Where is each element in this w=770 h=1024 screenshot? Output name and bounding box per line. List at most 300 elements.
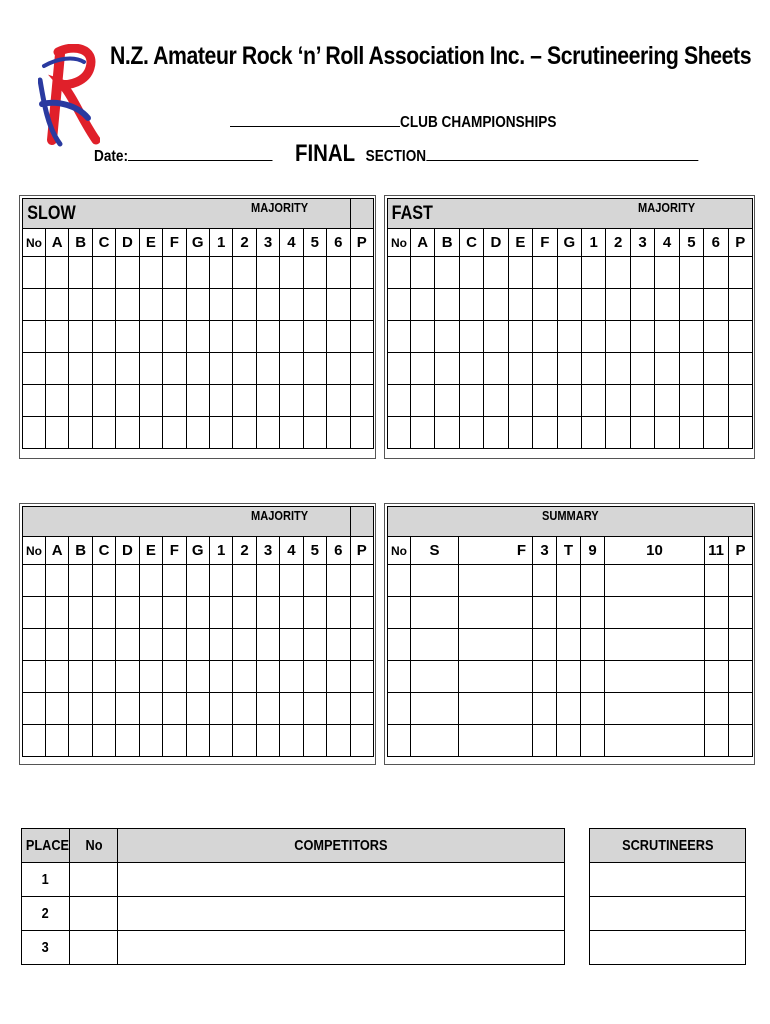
score-cell[interactable] bbox=[139, 565, 162, 597]
score-cell[interactable] bbox=[605, 661, 705, 693]
score-cell[interactable] bbox=[679, 289, 703, 321]
score-cell[interactable] bbox=[704, 257, 728, 289]
no-entry[interactable] bbox=[70, 931, 118, 965]
score-cell[interactable] bbox=[46, 385, 69, 417]
score-cell[interactable] bbox=[46, 629, 69, 661]
score-cell[interactable] bbox=[92, 289, 115, 321]
score-cell[interactable] bbox=[186, 289, 209, 321]
score-cell[interactable] bbox=[388, 565, 411, 597]
score-cell[interactable] bbox=[92, 693, 115, 725]
score-cell[interactable] bbox=[327, 321, 351, 353]
score-cell[interactable] bbox=[233, 417, 256, 449]
score-cell[interactable] bbox=[46, 289, 69, 321]
score-cell[interactable] bbox=[209, 565, 232, 597]
score-cell[interactable] bbox=[582, 385, 606, 417]
score-cell[interactable] bbox=[209, 693, 232, 725]
score-cell[interactable] bbox=[186, 597, 209, 629]
score-cell[interactable] bbox=[679, 257, 703, 289]
score-cell[interactable] bbox=[163, 289, 186, 321]
score-cell[interactable] bbox=[729, 565, 753, 597]
score-cell[interactable] bbox=[303, 725, 326, 757]
score-cell[interactable] bbox=[46, 321, 69, 353]
score-cell[interactable] bbox=[163, 385, 186, 417]
score-cell[interactable] bbox=[484, 417, 508, 449]
score-cell[interactable] bbox=[327, 257, 351, 289]
score-cell[interactable] bbox=[728, 289, 753, 321]
score-cell[interactable] bbox=[557, 417, 581, 449]
score-cell[interactable] bbox=[605, 597, 705, 629]
score-cell[interactable] bbox=[303, 597, 326, 629]
score-cell[interactable] bbox=[729, 597, 753, 629]
score-cell[interactable] bbox=[23, 629, 46, 661]
score-cell[interactable] bbox=[557, 565, 581, 597]
score-cell[interactable] bbox=[388, 353, 411, 385]
score-cell[interactable] bbox=[459, 353, 483, 385]
score-cell[interactable] bbox=[233, 661, 256, 693]
score-cell[interactable] bbox=[327, 565, 351, 597]
score-cell[interactable] bbox=[459, 417, 483, 449]
score-cell[interactable] bbox=[69, 321, 92, 353]
score-cell[interactable] bbox=[209, 417, 232, 449]
score-cell[interactable] bbox=[411, 565, 459, 597]
score-cell[interactable] bbox=[92, 321, 115, 353]
score-cell[interactable] bbox=[116, 321, 139, 353]
score-cell[interactable] bbox=[350, 289, 373, 321]
score-cell[interactable] bbox=[46, 353, 69, 385]
score-cell[interactable] bbox=[350, 321, 373, 353]
score-cell[interactable] bbox=[411, 257, 435, 289]
score-cell[interactable] bbox=[388, 257, 411, 289]
score-cell[interactable] bbox=[350, 693, 373, 725]
score-cell[interactable] bbox=[23, 289, 46, 321]
score-cell[interactable] bbox=[209, 257, 232, 289]
score-cell[interactable] bbox=[280, 693, 303, 725]
score-cell[interactable] bbox=[209, 725, 232, 757]
score-cell[interactable] bbox=[557, 597, 581, 629]
score-cell[interactable] bbox=[46, 661, 69, 693]
score-cell[interactable] bbox=[679, 353, 703, 385]
score-cell[interactable] bbox=[233, 597, 256, 629]
score-cell[interactable] bbox=[280, 565, 303, 597]
score-cell[interactable] bbox=[435, 257, 459, 289]
date-blank[interactable] bbox=[128, 146, 273, 161]
score-cell[interactable] bbox=[163, 661, 186, 693]
score-cell[interactable] bbox=[209, 661, 232, 693]
score-cell[interactable] bbox=[728, 417, 753, 449]
score-cell[interactable] bbox=[186, 417, 209, 449]
score-cell[interactable] bbox=[327, 353, 351, 385]
score-cell[interactable] bbox=[69, 565, 92, 597]
score-cell[interactable] bbox=[679, 417, 703, 449]
score-cell[interactable] bbox=[116, 385, 139, 417]
score-cell[interactable] bbox=[69, 629, 92, 661]
score-cell[interactable] bbox=[411, 661, 459, 693]
score-cell[interactable] bbox=[303, 629, 326, 661]
score-cell[interactable] bbox=[388, 661, 411, 693]
score-cell[interactable] bbox=[459, 661, 533, 693]
score-cell[interactable] bbox=[139, 693, 162, 725]
score-cell[interactable] bbox=[92, 597, 115, 629]
competitors-entry[interactable] bbox=[118, 863, 565, 897]
score-cell[interactable] bbox=[233, 289, 256, 321]
score-cell[interactable] bbox=[411, 693, 459, 725]
score-cell[interactable] bbox=[630, 417, 654, 449]
score-cell[interactable] bbox=[606, 353, 630, 385]
score-cell[interactable] bbox=[705, 725, 729, 757]
score-cell[interactable] bbox=[280, 257, 303, 289]
score-cell[interactable] bbox=[411, 725, 459, 757]
score-cell[interactable] bbox=[23, 597, 46, 629]
score-cell[interactable] bbox=[116, 693, 139, 725]
score-cell[interactable] bbox=[69, 597, 92, 629]
score-cell[interactable] bbox=[350, 257, 373, 289]
scrutineer-entry[interactable] bbox=[590, 897, 746, 931]
score-cell[interactable] bbox=[435, 289, 459, 321]
score-cell[interactable] bbox=[435, 353, 459, 385]
score-cell[interactable] bbox=[116, 289, 139, 321]
score-cell[interactable] bbox=[388, 321, 411, 353]
score-cell[interactable] bbox=[116, 353, 139, 385]
score-cell[interactable] bbox=[557, 321, 581, 353]
score-cell[interactable] bbox=[116, 661, 139, 693]
score-cell[interactable] bbox=[459, 629, 533, 661]
score-cell[interactable] bbox=[46, 565, 69, 597]
score-cell[interactable] bbox=[655, 321, 679, 353]
score-cell[interactable] bbox=[435, 321, 459, 353]
score-cell[interactable] bbox=[728, 353, 753, 385]
score-cell[interactable] bbox=[508, 417, 532, 449]
score-cell[interactable] bbox=[92, 417, 115, 449]
score-cell[interactable] bbox=[459, 257, 483, 289]
score-cell[interactable] bbox=[116, 565, 139, 597]
score-cell[interactable] bbox=[303, 417, 326, 449]
score-cell[interactable] bbox=[23, 725, 46, 757]
score-cell[interactable] bbox=[411, 385, 435, 417]
score-cell[interactable] bbox=[557, 289, 581, 321]
score-cell[interactable] bbox=[350, 725, 373, 757]
club-name-blank[interactable] bbox=[230, 112, 400, 127]
scrutineer-entry[interactable] bbox=[590, 931, 746, 965]
score-cell[interactable] bbox=[605, 693, 705, 725]
score-cell[interactable] bbox=[233, 629, 256, 661]
score-cell[interactable] bbox=[256, 257, 279, 289]
score-cell[interactable] bbox=[256, 661, 279, 693]
score-cell[interactable] bbox=[582, 417, 606, 449]
score-cell[interactable] bbox=[630, 289, 654, 321]
score-cell[interactable] bbox=[46, 693, 69, 725]
score-cell[interactable] bbox=[388, 629, 411, 661]
score-cell[interactable] bbox=[533, 597, 557, 629]
no-entry[interactable] bbox=[70, 863, 118, 897]
score-cell[interactable] bbox=[280, 385, 303, 417]
score-cell[interactable] bbox=[23, 565, 46, 597]
score-cell[interactable] bbox=[533, 629, 557, 661]
score-cell[interactable] bbox=[23, 693, 46, 725]
score-cell[interactable] bbox=[459, 289, 483, 321]
score-cell[interactable] bbox=[256, 321, 279, 353]
score-cell[interactable] bbox=[23, 321, 46, 353]
score-cell[interactable] bbox=[23, 385, 46, 417]
score-cell[interactable] bbox=[303, 661, 326, 693]
score-cell[interactable] bbox=[280, 629, 303, 661]
score-cell[interactable] bbox=[630, 353, 654, 385]
score-cell[interactable] bbox=[116, 725, 139, 757]
score-cell[interactable] bbox=[69, 353, 92, 385]
score-cell[interactable] bbox=[303, 353, 326, 385]
score-cell[interactable] bbox=[484, 353, 508, 385]
score-cell[interactable] bbox=[46, 257, 69, 289]
score-cell[interactable] bbox=[655, 417, 679, 449]
score-cell[interactable] bbox=[411, 321, 435, 353]
score-cell[interactable] bbox=[327, 417, 351, 449]
score-cell[interactable] bbox=[139, 321, 162, 353]
score-cell[interactable] bbox=[606, 385, 630, 417]
score-cell[interactable] bbox=[533, 385, 557, 417]
score-cell[interactable] bbox=[350, 385, 373, 417]
score-cell[interactable] bbox=[728, 257, 753, 289]
score-cell[interactable] bbox=[163, 257, 186, 289]
score-cell[interactable] bbox=[69, 385, 92, 417]
score-cell[interactable] bbox=[186, 725, 209, 757]
score-cell[interactable] bbox=[256, 565, 279, 597]
no-entry[interactable] bbox=[70, 897, 118, 931]
score-cell[interactable] bbox=[411, 597, 459, 629]
score-cell[interactable] bbox=[116, 629, 139, 661]
score-cell[interactable] bbox=[186, 257, 209, 289]
score-cell[interactable] bbox=[655, 385, 679, 417]
score-cell[interactable] bbox=[533, 693, 557, 725]
score-cell[interactable] bbox=[630, 321, 654, 353]
score-cell[interactable] bbox=[92, 661, 115, 693]
score-cell[interactable] bbox=[459, 321, 483, 353]
score-cell[interactable] bbox=[163, 597, 186, 629]
score-cell[interactable] bbox=[705, 661, 729, 693]
score-cell[interactable] bbox=[459, 565, 533, 597]
score-cell[interactable] bbox=[186, 353, 209, 385]
score-cell[interactable] bbox=[508, 257, 532, 289]
score-cell[interactable] bbox=[186, 385, 209, 417]
score-cell[interactable] bbox=[256, 629, 279, 661]
score-cell[interactable] bbox=[435, 385, 459, 417]
score-cell[interactable] bbox=[92, 353, 115, 385]
score-cell[interactable] bbox=[484, 289, 508, 321]
score-cell[interactable] bbox=[69, 417, 92, 449]
score-cell[interactable] bbox=[163, 693, 186, 725]
score-cell[interactable] bbox=[327, 629, 351, 661]
score-cell[interactable] bbox=[459, 725, 533, 757]
score-cell[interactable] bbox=[139, 725, 162, 757]
score-cell[interactable] bbox=[163, 321, 186, 353]
score-cell[interactable] bbox=[728, 385, 753, 417]
score-cell[interactable] bbox=[655, 257, 679, 289]
score-cell[interactable] bbox=[139, 597, 162, 629]
score-cell[interactable] bbox=[233, 257, 256, 289]
score-cell[interactable] bbox=[388, 693, 411, 725]
score-cell[interactable] bbox=[209, 597, 232, 629]
score-cell[interactable] bbox=[605, 725, 705, 757]
score-cell[interactable] bbox=[186, 321, 209, 353]
score-cell[interactable] bbox=[557, 629, 581, 661]
score-cell[interactable] bbox=[186, 693, 209, 725]
score-cell[interactable] bbox=[350, 629, 373, 661]
score-cell[interactable] bbox=[92, 565, 115, 597]
score-cell[interactable] bbox=[582, 321, 606, 353]
score-cell[interactable] bbox=[46, 417, 69, 449]
score-cell[interactable] bbox=[630, 385, 654, 417]
score-cell[interactable] bbox=[139, 417, 162, 449]
score-cell[interactable] bbox=[533, 289, 557, 321]
score-cell[interactable] bbox=[728, 321, 753, 353]
score-cell[interactable] bbox=[655, 353, 679, 385]
score-cell[interactable] bbox=[116, 597, 139, 629]
score-cell[interactable] bbox=[508, 353, 532, 385]
score-cell[interactable] bbox=[209, 321, 232, 353]
score-cell[interactable] bbox=[116, 257, 139, 289]
score-cell[interactable] bbox=[557, 257, 581, 289]
score-cell[interactable] bbox=[605, 565, 705, 597]
score-cell[interactable] bbox=[484, 321, 508, 353]
score-cell[interactable] bbox=[533, 353, 557, 385]
score-cell[interactable] bbox=[705, 597, 729, 629]
score-cell[interactable] bbox=[327, 597, 351, 629]
score-cell[interactable] bbox=[606, 289, 630, 321]
score-cell[interactable] bbox=[582, 353, 606, 385]
score-cell[interactable] bbox=[704, 417, 728, 449]
score-cell[interactable] bbox=[533, 565, 557, 597]
score-cell[interactable] bbox=[92, 725, 115, 757]
score-cell[interactable] bbox=[679, 385, 703, 417]
section-blank[interactable] bbox=[426, 146, 698, 161]
score-cell[interactable] bbox=[303, 289, 326, 321]
score-cell[interactable] bbox=[388, 289, 411, 321]
score-cell[interactable] bbox=[729, 725, 753, 757]
score-cell[interactable] bbox=[557, 725, 581, 757]
score-cell[interactable] bbox=[256, 417, 279, 449]
score-cell[interactable] bbox=[705, 693, 729, 725]
score-cell[interactable] bbox=[655, 289, 679, 321]
score-cell[interactable] bbox=[581, 693, 605, 725]
competitors-entry[interactable] bbox=[118, 897, 565, 931]
score-cell[interactable] bbox=[435, 417, 459, 449]
score-cell[interactable] bbox=[350, 565, 373, 597]
score-cell[interactable] bbox=[630, 257, 654, 289]
score-cell[interactable] bbox=[46, 725, 69, 757]
score-cell[interactable] bbox=[256, 289, 279, 321]
score-cell[interactable] bbox=[139, 289, 162, 321]
score-cell[interactable] bbox=[23, 353, 46, 385]
score-cell[interactable] bbox=[256, 597, 279, 629]
score-cell[interactable] bbox=[705, 565, 729, 597]
score-cell[interactable] bbox=[256, 693, 279, 725]
score-cell[interactable] bbox=[280, 661, 303, 693]
score-cell[interactable] bbox=[139, 353, 162, 385]
score-cell[interactable] bbox=[139, 661, 162, 693]
score-cell[interactable] bbox=[69, 289, 92, 321]
score-cell[interactable] bbox=[163, 725, 186, 757]
score-cell[interactable] bbox=[163, 565, 186, 597]
score-cell[interactable] bbox=[679, 321, 703, 353]
score-cell[interactable] bbox=[533, 417, 557, 449]
score-cell[interactable] bbox=[704, 353, 728, 385]
score-cell[interactable] bbox=[209, 385, 232, 417]
score-cell[interactable] bbox=[484, 385, 508, 417]
score-cell[interactable] bbox=[69, 693, 92, 725]
score-cell[interactable] bbox=[704, 385, 728, 417]
score-cell[interactable] bbox=[233, 725, 256, 757]
score-cell[interactable] bbox=[209, 629, 232, 661]
score-cell[interactable] bbox=[233, 565, 256, 597]
score-cell[interactable] bbox=[256, 353, 279, 385]
score-cell[interactable] bbox=[533, 661, 557, 693]
score-cell[interactable] bbox=[92, 257, 115, 289]
score-cell[interactable] bbox=[581, 629, 605, 661]
score-cell[interactable] bbox=[459, 597, 533, 629]
score-cell[interactable] bbox=[139, 629, 162, 661]
score-cell[interactable] bbox=[92, 385, 115, 417]
score-cell[interactable] bbox=[23, 661, 46, 693]
score-cell[interactable] bbox=[508, 289, 532, 321]
score-cell[interactable] bbox=[186, 661, 209, 693]
score-cell[interactable] bbox=[163, 353, 186, 385]
score-cell[interactable] bbox=[209, 353, 232, 385]
score-cell[interactable] bbox=[233, 693, 256, 725]
score-cell[interactable] bbox=[163, 629, 186, 661]
score-cell[interactable] bbox=[705, 629, 729, 661]
score-cell[interactable] bbox=[557, 661, 581, 693]
score-cell[interactable] bbox=[411, 289, 435, 321]
score-cell[interactable] bbox=[533, 257, 557, 289]
score-cell[interactable] bbox=[303, 257, 326, 289]
score-cell[interactable] bbox=[186, 565, 209, 597]
score-cell[interactable] bbox=[92, 629, 115, 661]
score-cell[interactable] bbox=[233, 385, 256, 417]
score-cell[interactable] bbox=[303, 693, 326, 725]
score-cell[interactable] bbox=[23, 417, 46, 449]
score-cell[interactable] bbox=[116, 417, 139, 449]
score-cell[interactable] bbox=[606, 257, 630, 289]
score-cell[interactable] bbox=[327, 289, 351, 321]
score-cell[interactable] bbox=[46, 597, 69, 629]
score-cell[interactable] bbox=[327, 693, 351, 725]
score-cell[interactable] bbox=[729, 661, 753, 693]
score-cell[interactable] bbox=[582, 257, 606, 289]
score-cell[interactable] bbox=[209, 289, 232, 321]
score-cell[interactable] bbox=[280, 289, 303, 321]
score-cell[interactable] bbox=[256, 725, 279, 757]
score-cell[interactable] bbox=[69, 257, 92, 289]
score-cell[interactable] bbox=[581, 725, 605, 757]
score-cell[interactable] bbox=[533, 321, 557, 353]
score-cell[interactable] bbox=[350, 417, 373, 449]
score-cell[interactable] bbox=[139, 385, 162, 417]
score-cell[interactable] bbox=[459, 385, 483, 417]
score-cell[interactable] bbox=[23, 257, 46, 289]
score-cell[interactable] bbox=[69, 661, 92, 693]
score-cell[interactable] bbox=[729, 693, 753, 725]
score-cell[interactable] bbox=[704, 289, 728, 321]
score-cell[interactable] bbox=[233, 321, 256, 353]
score-cell[interactable] bbox=[186, 629, 209, 661]
score-cell[interactable] bbox=[327, 725, 351, 757]
score-cell[interactable] bbox=[581, 597, 605, 629]
score-cell[interactable] bbox=[508, 321, 532, 353]
score-cell[interactable] bbox=[704, 321, 728, 353]
score-cell[interactable] bbox=[280, 321, 303, 353]
score-cell[interactable] bbox=[280, 417, 303, 449]
score-cell[interactable] bbox=[350, 597, 373, 629]
score-cell[interactable] bbox=[280, 597, 303, 629]
score-cell[interactable] bbox=[581, 661, 605, 693]
